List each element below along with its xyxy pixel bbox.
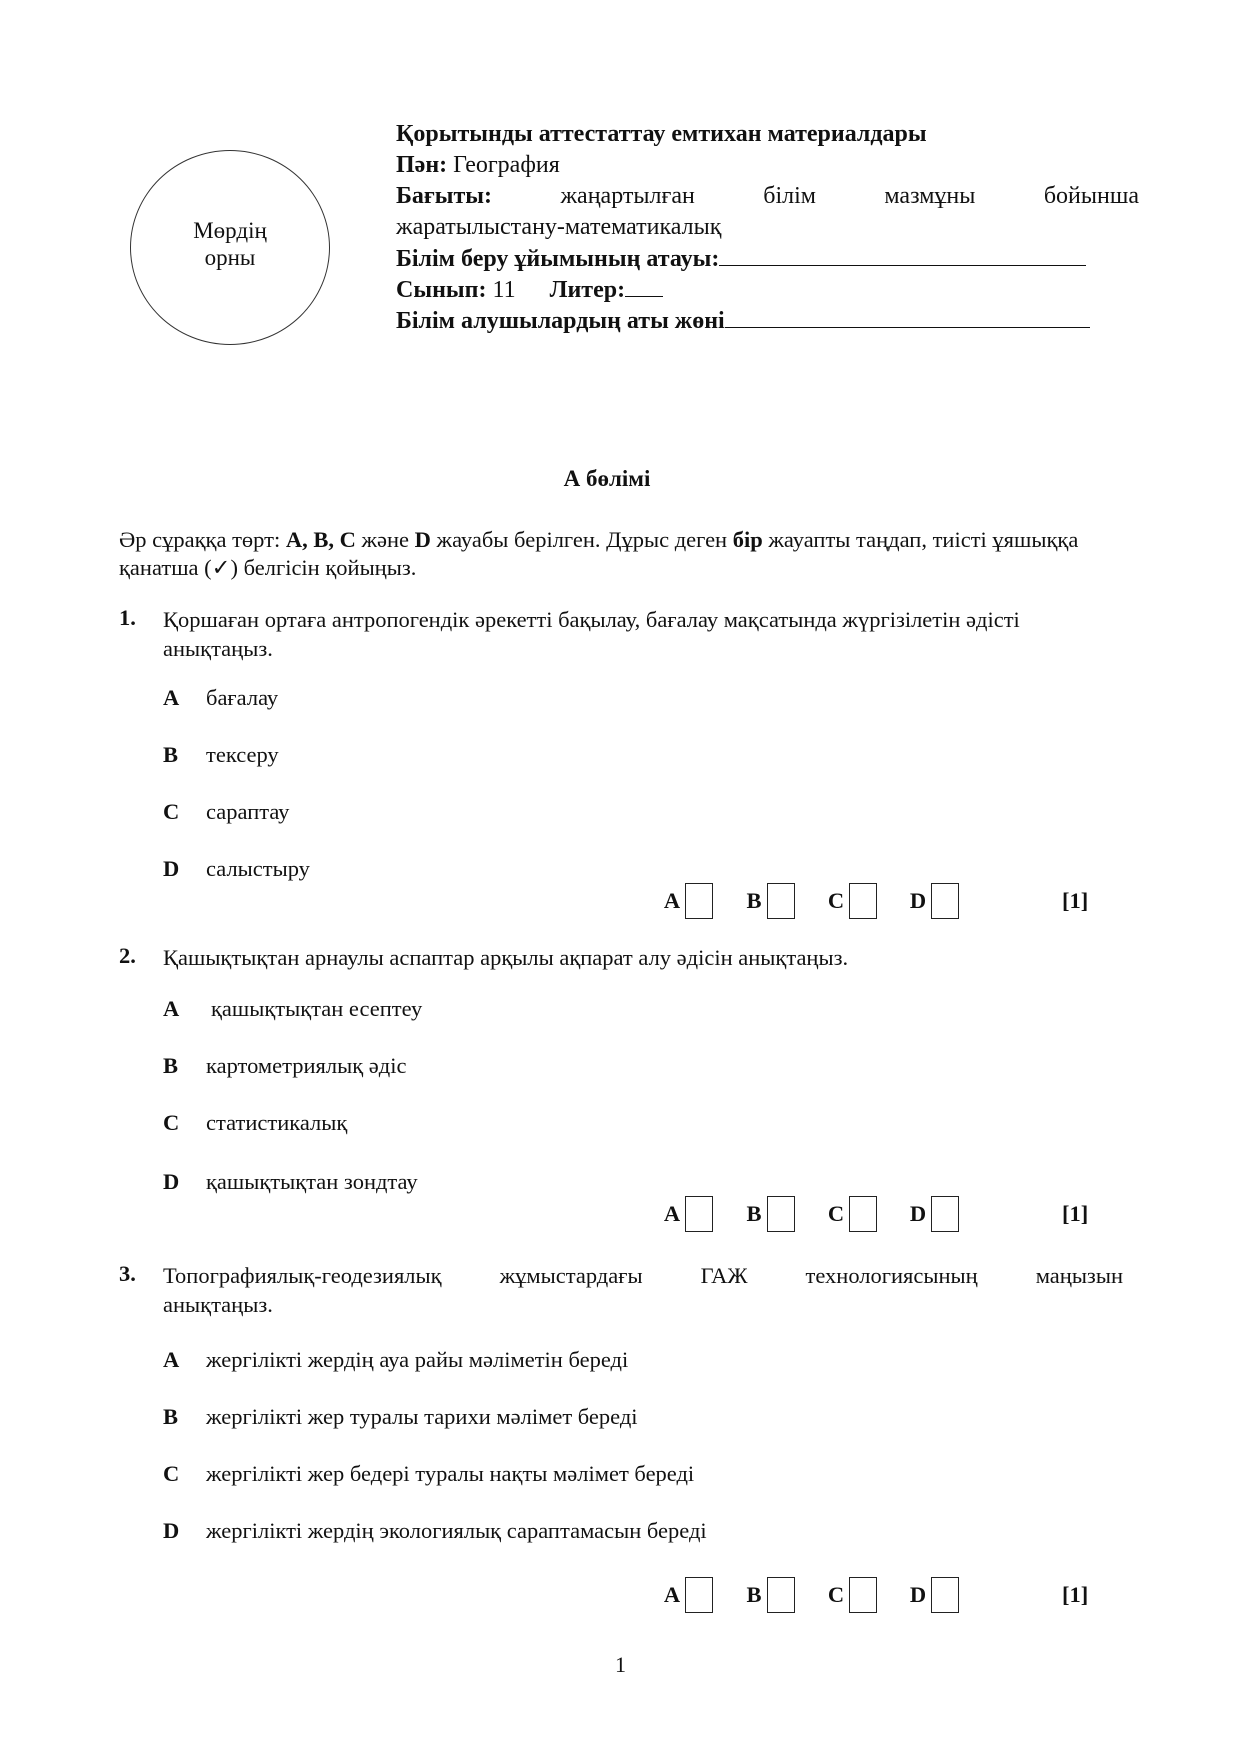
question-text bbox=[163, 605, 1123, 663]
instr-bold: D bbox=[414, 527, 431, 552]
instr-text: жауабы берілген. Дұрыс деген bbox=[430, 527, 733, 552]
direction-continued: жаратылыстану-математикалық bbox=[396, 214, 722, 240]
answer-letter: B bbox=[746, 888, 762, 913]
direction-row bbox=[396, 181, 1139, 212]
option-letter: B bbox=[163, 1053, 179, 1078]
instr-text: және bbox=[355, 527, 415, 552]
answer-checkbox-b[interactable] bbox=[767, 883, 795, 919]
option-letter: D bbox=[163, 1169, 180, 1194]
seal-label-line2: орны bbox=[204, 244, 256, 270]
liter-label: Литер: bbox=[549, 277, 626, 303]
answer-letter: B bbox=[746, 1582, 762, 1607]
question-word: маңызын bbox=[1035, 1263, 1123, 1288]
direction-word: жаңартылған bbox=[560, 183, 695, 209]
question-text-line: анықтаңыз. bbox=[163, 1292, 273, 1317]
seal-placeholder bbox=[130, 150, 330, 345]
organization-field[interactable] bbox=[719, 243, 1086, 266]
option-text: жергілікті жер туралы тарихи мәлімет береді bbox=[206, 1404, 638, 1429]
option-text: сараптау bbox=[206, 799, 290, 824]
student-row bbox=[396, 305, 1139, 337]
option-letter: C bbox=[163, 1110, 180, 1135]
question-number: 2. bbox=[119, 943, 136, 968]
answer-boxes-row bbox=[662, 882, 990, 920]
answer-boxes-row bbox=[662, 1195, 990, 1233]
instr-text: Әр сұраққа төрт: bbox=[119, 527, 286, 552]
option-text: бағалау bbox=[206, 685, 279, 710]
answer-checkbox-d[interactable] bbox=[931, 883, 959, 919]
answer-letter: C bbox=[827, 1201, 845, 1226]
option-letter: D bbox=[163, 856, 180, 881]
option-letter: B bbox=[163, 742, 179, 767]
question-mark: [1] bbox=[1062, 1582, 1089, 1607]
liter-field[interactable] bbox=[625, 274, 663, 297]
answer-checkbox-d[interactable] bbox=[931, 1577, 959, 1613]
answer-checkbox-d[interactable] bbox=[931, 1196, 959, 1232]
question-text bbox=[163, 1261, 1123, 1290]
question-word: Топографиялық-геодезиялық bbox=[163, 1263, 442, 1288]
question-number: 3. bbox=[119, 1261, 136, 1286]
answer-checkbox-a[interactable] bbox=[685, 1196, 713, 1232]
direction-word: мазмұны bbox=[884, 183, 976, 209]
answer-checkbox-c[interactable] bbox=[849, 883, 877, 919]
option-letter: C bbox=[163, 1461, 180, 1486]
answer-checkbox-c[interactable] bbox=[849, 1196, 877, 1232]
class-label: Сынып: bbox=[396, 277, 487, 303]
answer-boxes-row bbox=[662, 1576, 990, 1614]
class-row bbox=[396, 274, 1139, 306]
instr-bold: A, B, C bbox=[285, 527, 356, 552]
exam-title: Қорытынды аттестаттау емтихан материалдары bbox=[396, 121, 927, 147]
option-text: жергілікті жер бедері туралы нақты мәлімет береді bbox=[206, 1461, 695, 1486]
subject-label: Пән: bbox=[396, 152, 448, 178]
direction-word: бойынша bbox=[1043, 183, 1139, 209]
instr-text: жауапты таңдап, тиісті ұяшыққа қанатша (✓) белгісін қойыңыз. bbox=[119, 527, 1079, 580]
organization-row bbox=[396, 243, 1139, 275]
option-text: салыстыру bbox=[206, 856, 310, 881]
student-label: Білім алушылардың аты жөні bbox=[396, 308, 725, 334]
question-word: технологиясының bbox=[805, 1263, 978, 1288]
question-number: 1. bbox=[119, 605, 136, 630]
option-letter: A bbox=[163, 1347, 180, 1372]
answer-letter: A bbox=[663, 1201, 681, 1226]
answer-letter: C bbox=[827, 1582, 845, 1607]
option-text: жергілікті жердің экологиялық сараптамасын береді bbox=[206, 1518, 707, 1543]
section-title: А бөлімі bbox=[563, 466, 651, 491]
option-letter: D bbox=[163, 1518, 180, 1543]
answer-checkbox-a[interactable] bbox=[685, 1577, 713, 1613]
student-name-field[interactable] bbox=[725, 305, 1090, 328]
answer-checkbox-c[interactable] bbox=[849, 1577, 877, 1613]
option-letter: A bbox=[163, 685, 180, 710]
direction-word: білім bbox=[763, 183, 816, 209]
answer-checkbox-b[interactable] bbox=[767, 1196, 795, 1232]
question-text: Қашықтықтан арнаулы аспаптар арқылы ақпарат алу әдісін анықтаңыз. bbox=[163, 945, 849, 970]
answer-letter: C bbox=[827, 888, 845, 913]
subject-row bbox=[396, 150, 1139, 181]
instr-bold: бір bbox=[732, 527, 763, 552]
option-text: статистикалық bbox=[206, 1110, 348, 1135]
option-text: қашықтықтан зондтау bbox=[206, 1169, 418, 1194]
class-value: 11 bbox=[492, 277, 516, 303]
question-text-line: анықтаңыз. bbox=[163, 636, 273, 661]
seal-label-line1: Мөрдің bbox=[193, 217, 267, 243]
subject-value: География bbox=[453, 152, 560, 178]
answer-letter: D bbox=[909, 1201, 927, 1226]
direction-label: Бағыты: bbox=[396, 183, 493, 209]
option-letter: C bbox=[163, 799, 180, 824]
option-text: тексеру bbox=[206, 742, 279, 767]
instructions bbox=[119, 526, 1099, 582]
answer-checkbox-a[interactable] bbox=[685, 883, 713, 919]
answer-letter: D bbox=[909, 888, 927, 913]
answer-letter: A bbox=[663, 1582, 681, 1607]
question-word: жұмыстардағы bbox=[499, 1263, 643, 1288]
question-mark: [1] bbox=[1062, 888, 1089, 913]
option-text: жергілікті жердің ауа райы мәліметін береді bbox=[206, 1347, 629, 1372]
option-text: картометриялық әдіс bbox=[206, 1053, 407, 1078]
answer-letter: D bbox=[909, 1582, 927, 1607]
answer-letter: B bbox=[746, 1201, 762, 1226]
question-word: ГАЖ bbox=[700, 1263, 748, 1288]
question-text-line: Қоршаған ортаға антропогендік әрекетті бақылау, бағалау мақсатында жүргізілетін әдісті bbox=[163, 607, 1020, 632]
page-number: 1 bbox=[615, 1652, 626, 1677]
question-mark: [1] bbox=[1062, 1201, 1089, 1226]
organization-label: Білім беру ұйымының атауы: bbox=[396, 246, 720, 272]
option-text: қашықтықтан есептеу bbox=[211, 996, 423, 1021]
option-letter: B bbox=[163, 1404, 179, 1429]
answer-letter: A bbox=[663, 888, 681, 913]
answer-checkbox-b[interactable] bbox=[767, 1577, 795, 1613]
option-letter: A bbox=[163, 996, 180, 1021]
